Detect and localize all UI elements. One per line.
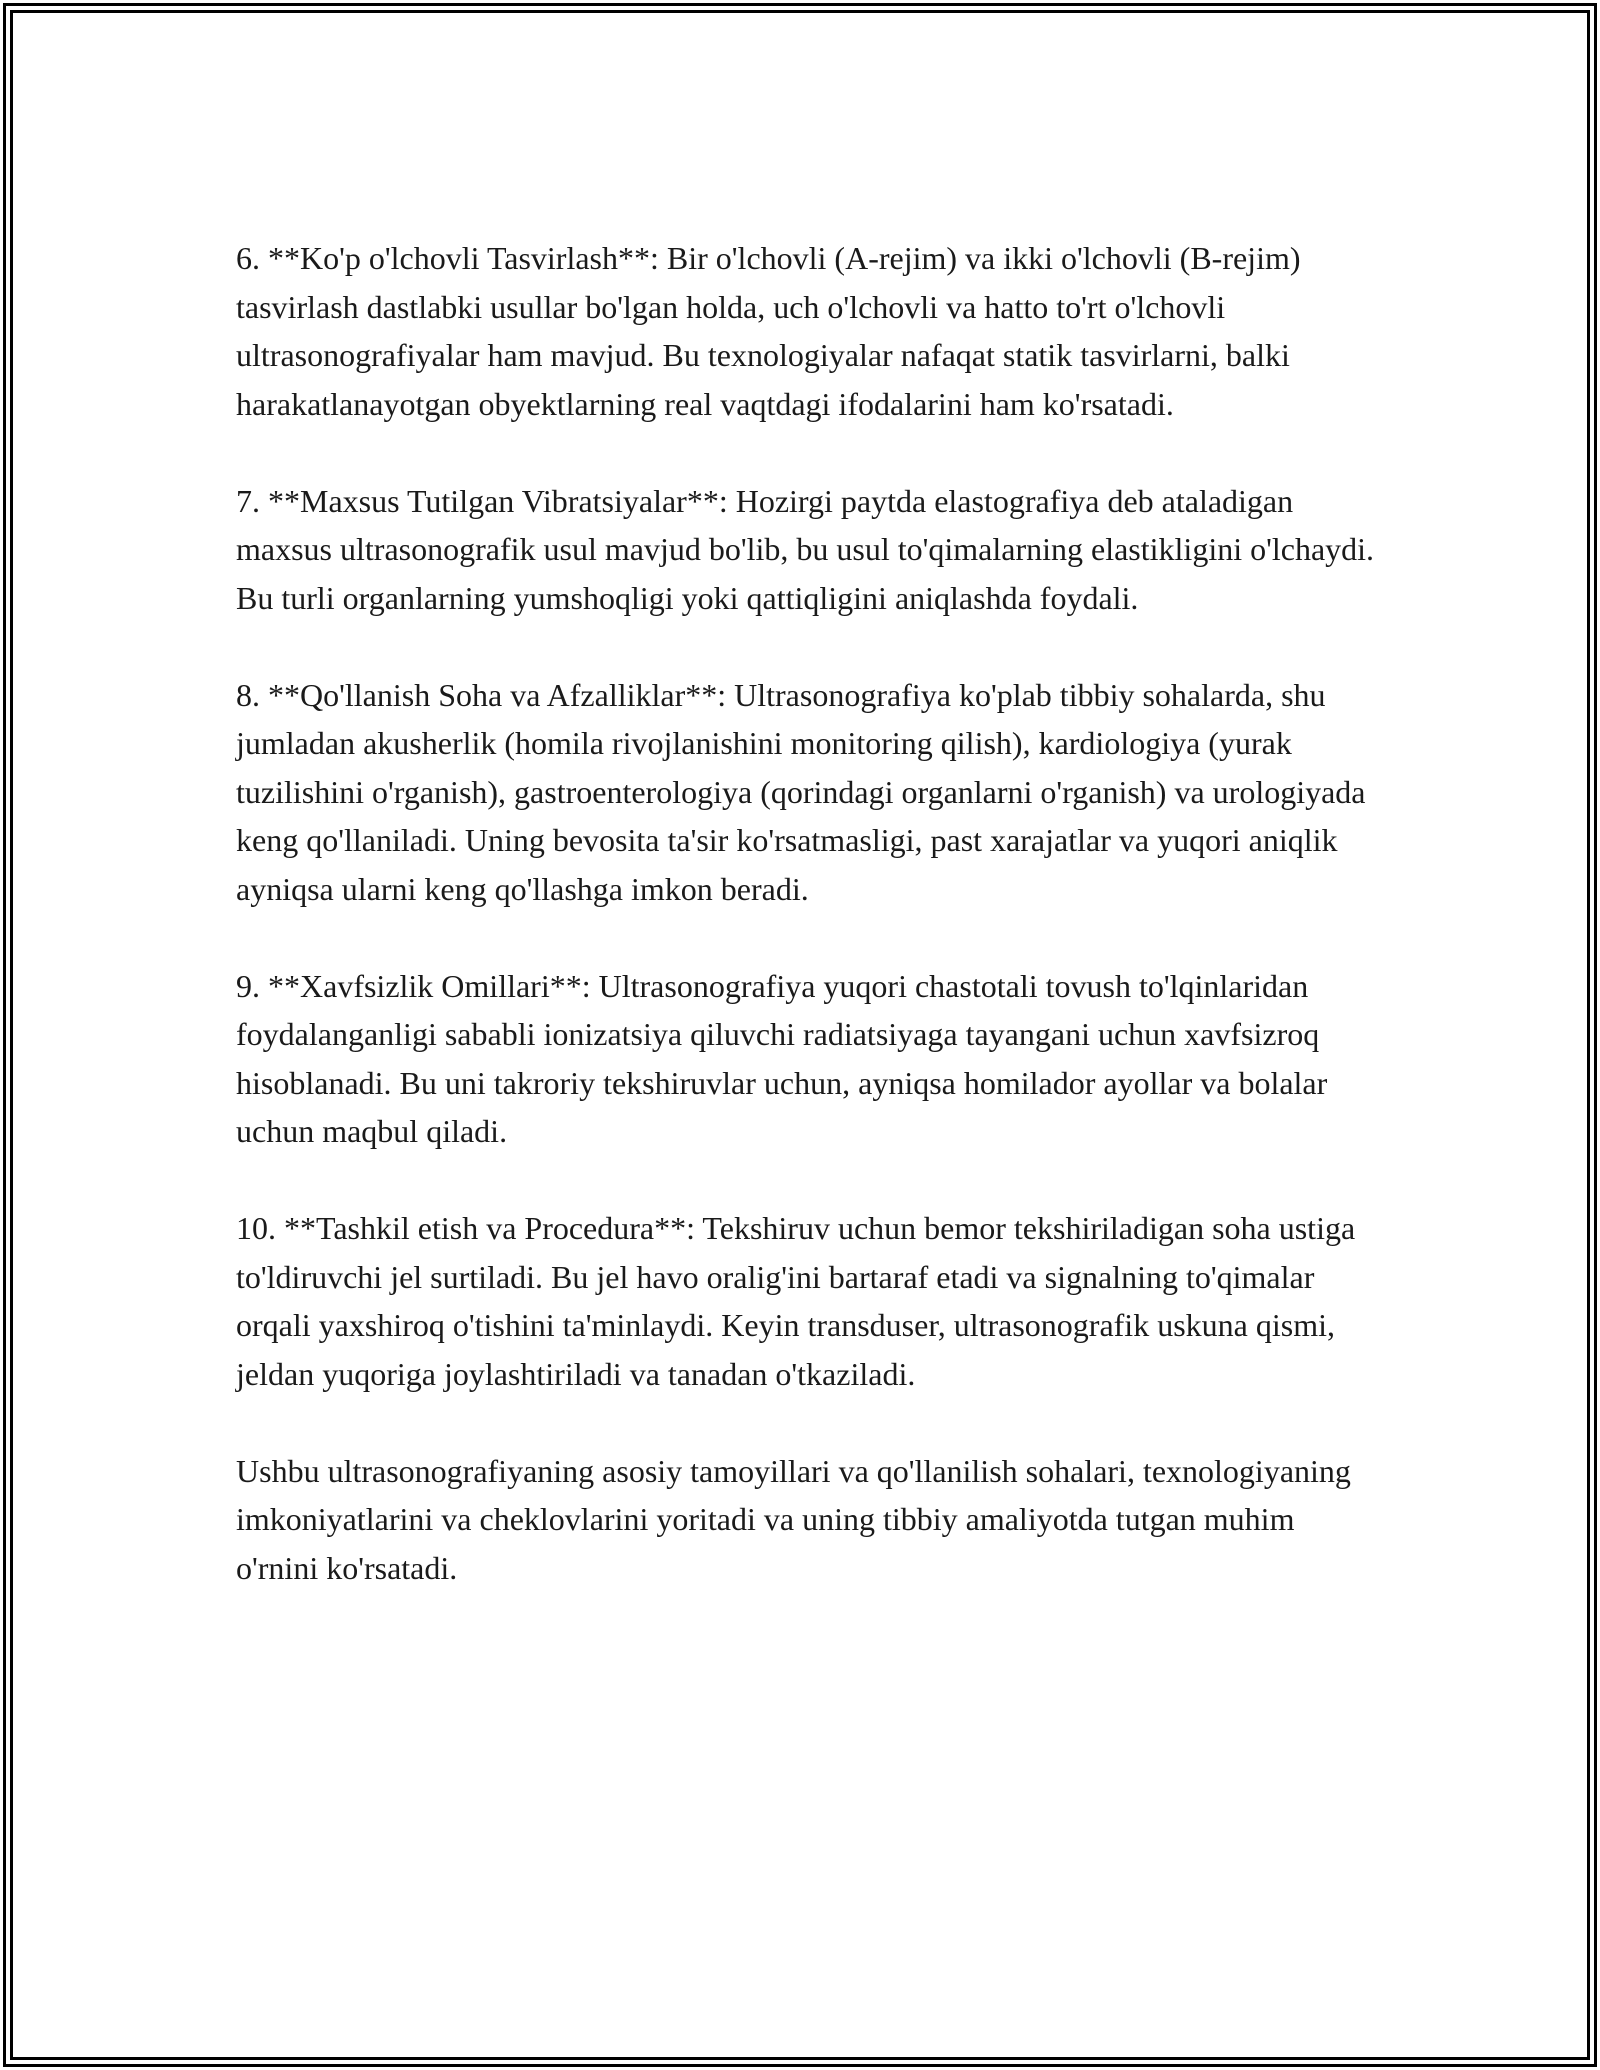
- paragraph-10-procedure: 10. **Tashkil etish va Procedura**: Tekshiruv uchun bemor tekshiriladigan soha ustiga to'ldiruvchi jel surtiladi. Bu jel havo oralig'ini bartaraf etadi va signalning to'qimalar orqali yaxshiroq o'tishini ta'minlaydi. Keyin transduser, ultrasonografik uskuna qismi, jeldan yuqoriga joylashtiriladi va tanadan o'tkaziladi.: [236, 1210, 1356, 1392]
- paragraph-9-safety: 9. **Xavfsizlik Omillari**: Ultrasonografiya yuqori chastotali tovush to'lqinlaridan foydalanganligi sababli ionizatsiya qiluvchi radiatsiyaga tayangani uchun xavfsizroq hisoblanadi. Bu uni takroriy tekshiruvlar uchun, ayniqsa homilador ayollar va bolalar uchun maqbul qiladi.: [236, 967, 1328, 1149]
- paragraph-8-applications: 8. **Qo'llanish Soha va Afzalliklar**: Ultrasonografiya ko'plab tibbiy sohalarda, shu jumladan akusherlik (homila rivojlanishini monitoring qilish), kardiologiya (yurak tuzilishini o'rganish), gastroenterologiya (qorindagi organlarni o'rganish) va urologiyada keng qo'llaniladi. Uning bevosita ta'sir ko'rsatmasligi, past xarajatlar va yuqori aniqlik ayniqsa ularni keng qo'llashga imkon beradi.: [236, 676, 1366, 907]
- document-body: [236, 234, 1376, 1592]
- paragraph-6-multidimensional-imaging: 6. **Ko'p o'lchovli Tasvirlash**: Bir o'lchovli (A-rejim) va ikki o'lchovli (B-rejim) tasvirlash dastlabki usullar bo'lgan holda, uch o'lchovli va hatto to'rt o'lchovli ultrasonografiyalar ham mavjud. Bu texnologiyalar nafaqat statik tasvirlarni, balki harakatlanayotgan obyektlarning real vaqtdagi ifodalarini ham ko'rsatadi.: [236, 240, 1301, 422]
- paragraph-conclusion: Ushbu ultrasonografiyaning asosiy tamoyillari va qo'llanilish sohalari, texnologiyaning imkoniyatlarini va cheklovlarini yoritadi va uning tibbiy amaliyotda tutgan muhim o'rnini ko'rsatadi.: [236, 1452, 1351, 1586]
- paragraph-7-elastography: 7. **Maxsus Tutilgan Vibratsiyalar**: Hozirgi paytda elastografiya deb ataladigan maxsus ultrasonografik usul mavjud bo'lib, bu usul to'qimalarning elastikligini o'lchaydi. Bu turli organlarning yumshoqligi yoki qattiqligini aniqlashda foydali.: [236, 482, 1375, 616]
